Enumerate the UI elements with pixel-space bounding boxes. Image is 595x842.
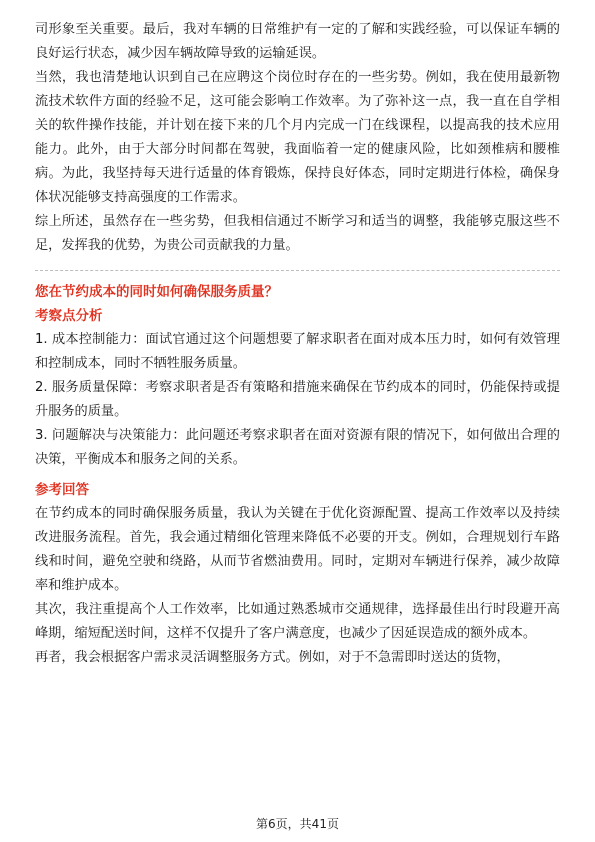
answer-paragraph-2: 其次，我注重提高个人工作效率，比如通过熟悉城市交通规律，选择最佳出行时段避开高峰期，缩短配送时间，这样不仅提升了客户满意度，也减少了因延误造成的额外成本。 <box>35 602 560 641</box>
intro-paragraph-3: 综上所述，虽然存在一些劣势，但我相信通过不断学习和适当的调整，我能够克服这些不足，发挥我的优势，为贵公司贡献我的力量。 <box>35 214 560 253</box>
analysis-title: 考察点分析 <box>35 308 103 324</box>
answer-paragraph-1: 在节约成本的同时确保服务质量，我认为关键在于优化资源配置、提高工作效率以及持续改进服务流程。首先，我会通过精细化管理来降低不必要的开支。例如，合理规划行车路线和时间，避免空驶和绕路，从而节省燃油费用。同时，定期对车辆进行保养，减少故障率和维护成本。 <box>35 506 560 593</box>
intro-paragraph-2: 当然，我也清楚地认识到自己在应聘这个岗位时存在的一些劣势。例如，我在使用最新物流技术软件方面的经验不足，这可能会影响工作效率。为了弥补这一点，我一直在自学相关的软件操作技能，并计划在接下来的几个月内完成一门在线课程，以提高我的技术应用能力。此外，由于大部分时间都在驾驶，我面临着一定的健康风险，比如颈椎病和腰椎病。为此，我坚持每天进行适量的体育锻炼，保持良好体态，同时定期进行体检，确保身体状况能够支持高强度的工作需求。 <box>35 70 560 205</box>
page-content <box>35 18 560 670</box>
answer-paragraph-3: 再者，我会根据客户需求灵活调整服务方式。例如，对于不急需即时送达的货物， <box>35 650 510 665</box>
answer-title: 参考回答 <box>35 482 89 498</box>
section-divider <box>35 270 560 271</box>
analysis-item-1: 1. 成本控制能力：面试官通过这个问题想要了解求职者在面对成本压力时，如何有效管理和控制成本，同时不牺牲服务质量。 <box>35 332 560 371</box>
analysis-item-2: 2. 服务质量保障：考察求职者是否有策略和措施来确保在节约成本的同时，仍能保持或提升服务的质量。 <box>35 380 560 419</box>
question-heading: 您在节约成本的同时如何确保服务质量？ <box>35 284 278 300</box>
intro-paragraph-1: 司形象至关重要。最后，我对车辆的日常维护有一定的了解和实践经验，可以保证车辆的良好运行状态，减少因车辆故障导致的运输延误。 <box>35 22 560 61</box>
analysis-item-3: 3. 问题解决与决策能力：此问题还考察求职者在面对资源有限的情况下，如何做出合理的决策，平衡成本和服务之间的关系。 <box>35 428 560 467</box>
page-number-footer: 第6页，共41页 <box>256 817 339 831</box>
